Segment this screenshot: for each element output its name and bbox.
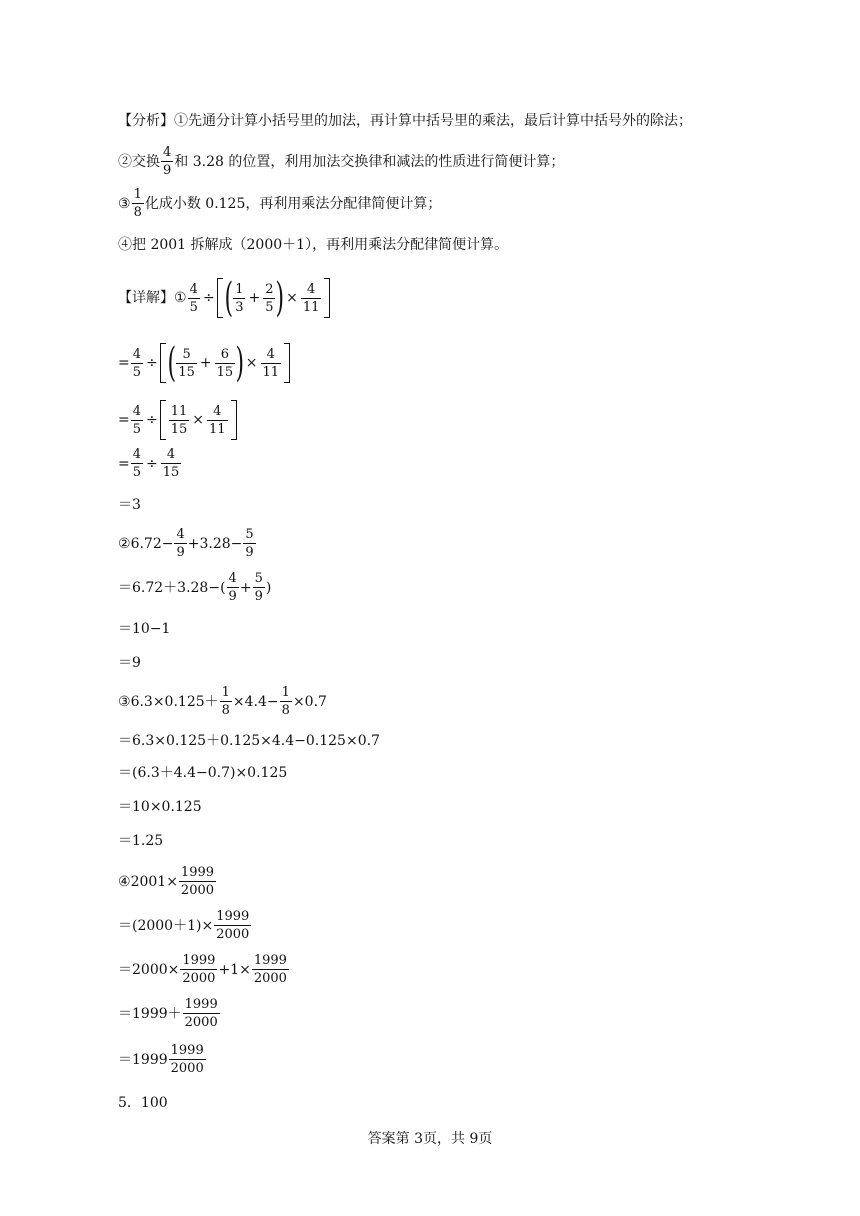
detail-3-step-0: ③ 6.3×0.125＋ $\frac{1}{8}$ ×4.4− $\frac{1}{8}$ ×0.7 (118, 685, 327, 718)
detail-2-step-2: ＝10−1 (118, 621, 171, 637)
analysis-line-3: ③ 1 8 化成小数 0.125，再利用乘法分配律简便计算； (118, 187, 442, 220)
detail-1-step-3: = $\frac{4}{5}$ ÷ $\frac{4}{15}$ (118, 447, 180, 480)
detail-4-step-4: ＝1999 1999 2000 (118, 1043, 204, 1076)
detail-3-step-1: ＝6.3×0.125＋0.125×4.4−0.125×0.7 (118, 733, 380, 749)
detail-1-step-1: = $\frac{4}{5}$ ÷ ( 5 15 + $\frac{6}{15}$ ) × $\frac{4}{11}$ (118, 343, 290, 383)
detail-2-step-3: ＝9 (118, 655, 141, 671)
detail-4-step-2: ＝2000× $\frac{1999}{2000}$ +1× $\frac{1999}{2000}$ (118, 953, 287, 986)
detail-2-step-0: ② 6.72 − $\frac{4}{9}$ +3.28− $\frac{5}{9}$ (118, 527, 254, 560)
detail-1-step-0: 【详解】 ① $\frac{4}{5}$ ÷ ( 1 3 + $\frac{2}{5}$ ) × $\frac{4}{11}$ (118, 278, 330, 318)
detail-3-step-4: ＝1.25 (118, 833, 164, 849)
detail-3-step-3: ＝10×0.125 (118, 799, 202, 815)
detail-3-step-2: ＝(6.3＋4.4−0.7)×0.125 (118, 765, 288, 781)
fraction: 4 9 (163, 145, 172, 178)
analysis-line-1: 【分析】 ①先通分计算小括号里的加法，再计算中括号里的乘法，最后计算中括号外的除法； (118, 113, 692, 129)
analysis-line-4: ④把 2001 拆解成（2000＋1），再利用乘法分配律简便计算。 (118, 237, 509, 253)
detail-2-step-1: ＝6.72＋3.28−( 4 9 + $\frac{5}{9}$ ) (118, 571, 272, 604)
detail-1-step-4: ＝3 (118, 497, 141, 513)
analysis-label: 【分析】 (118, 113, 174, 129)
detail-4-step-3: ＝1999＋ 1999 2000 (118, 997, 218, 1030)
next-question: 5．100 (118, 1095, 168, 1111)
analysis-line-2: ②交换 4 9 和 3.28 的位置，利用加法交换律和减法的性质进行简便计算； (118, 145, 565, 178)
detail-label: 【详解】 (118, 290, 174, 306)
detail-4-step-0: ④ 2001× $\frac{1999}{2000}$ (118, 865, 215, 898)
detail-1-step-2: = $\frac{4}{5}$ ÷ $\frac{11}{15}$ × $\frac{4}{11}$ (118, 400, 237, 440)
detail-4-step-1: ＝(2000＋1)× $\frac{1999}{2000}$ (118, 909, 250, 942)
fraction: 1 8 (133, 187, 142, 220)
page-footer: 答案第 3页，共 9页 (367, 1131, 493, 1147)
